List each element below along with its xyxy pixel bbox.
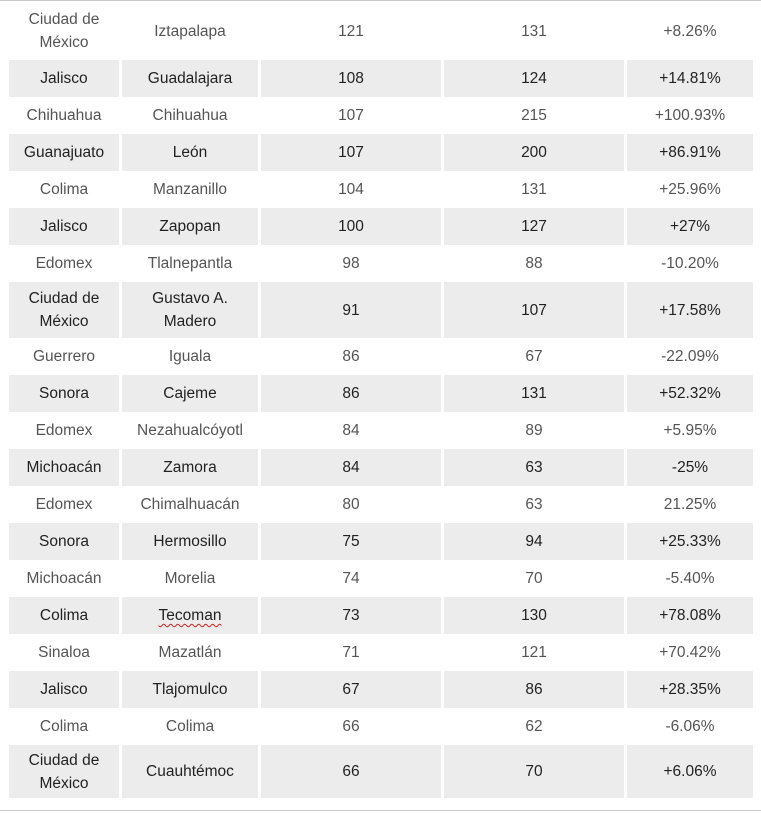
change-cell-text: -6.06% bbox=[665, 718, 715, 735]
value-2019-cell bbox=[261, 171, 441, 208]
city-cell bbox=[122, 245, 258, 282]
city-cell-text: Mazatlán bbox=[158, 644, 222, 661]
change-cell bbox=[627, 412, 753, 449]
value-2019-cell bbox=[261, 60, 441, 97]
change-cell-text: +17.58% bbox=[659, 301, 721, 319]
value-2019-cell bbox=[261, 375, 441, 412]
city-cell-text: Chihuahua bbox=[152, 107, 228, 124]
city-cell-text: Tlajomulco bbox=[152, 681, 228, 698]
state-cell bbox=[9, 60, 119, 97]
value-2020-cell bbox=[444, 634, 624, 671]
table-row bbox=[9, 634, 753, 671]
city-cell bbox=[122, 338, 258, 375]
change-cell bbox=[627, 60, 753, 97]
table-row bbox=[9, 60, 753, 97]
city-cell-text: Iztapalapa bbox=[154, 22, 226, 40]
value-2019-cell-text: 91 bbox=[342, 301, 360, 319]
table-row bbox=[9, 523, 753, 560]
change-cell-text: +70.42% bbox=[659, 644, 721, 661]
state-cell-text: Jalisco bbox=[40, 681, 88, 698]
change-cell bbox=[627, 449, 753, 486]
table-row bbox=[9, 282, 753, 338]
state-cell bbox=[9, 338, 119, 375]
state-cell-text: Sonora bbox=[39, 533, 89, 550]
state-cell-text: Edomex bbox=[35, 496, 93, 513]
value-2020-cell bbox=[444, 134, 624, 171]
change-cell-text: +28.35% bbox=[659, 681, 721, 698]
state-cell bbox=[9, 523, 119, 560]
value-2019-cell bbox=[261, 523, 441, 560]
value-2019-cell bbox=[261, 708, 441, 745]
value-2020-cell bbox=[444, 97, 624, 134]
change-cell bbox=[627, 338, 753, 375]
change-cell-text: +8.26% bbox=[663, 22, 717, 40]
change-cell bbox=[627, 245, 753, 282]
table-row bbox=[9, 245, 753, 282]
state-cell bbox=[9, 671, 119, 708]
value-2019-cell-text: 107 bbox=[338, 107, 364, 124]
state-cell-text: Sinaloa bbox=[38, 644, 90, 661]
value-2019-cell-text: 86 bbox=[342, 348, 360, 365]
change-cell bbox=[627, 634, 753, 671]
value-2019-cell-text: 74 bbox=[342, 570, 360, 587]
city-cell bbox=[122, 708, 258, 745]
value-2019-cell-text: 84 bbox=[342, 459, 360, 476]
change-cell-text: +5.95% bbox=[663, 422, 717, 439]
change-cell-text: +25.96% bbox=[659, 181, 721, 198]
change-cell-text: -25% bbox=[671, 459, 709, 476]
city-cell bbox=[122, 671, 258, 708]
state-cell-text: Michoacán bbox=[26, 570, 102, 587]
value-2020-cell bbox=[444, 597, 624, 634]
state-cell-text: Edomex bbox=[35, 422, 93, 439]
state-cell-text: Colima bbox=[39, 607, 89, 624]
value-2019-cell-text: 84 bbox=[342, 422, 360, 439]
state-cell bbox=[9, 449, 119, 486]
state-cell-text: Colima bbox=[39, 181, 89, 198]
value-2019-cell-text: 86 bbox=[342, 385, 360, 402]
city-cell bbox=[122, 597, 258, 634]
value-2020-cell-text: 131 bbox=[521, 385, 547, 402]
value-2019-cell bbox=[261, 634, 441, 671]
state-cell bbox=[9, 412, 119, 449]
state-cell bbox=[9, 97, 119, 134]
value-2019-cell-text: 73 bbox=[342, 607, 360, 624]
change-cell-text: -5.40% bbox=[665, 570, 715, 587]
table-row bbox=[9, 412, 753, 449]
state-cell-text: Sonora bbox=[39, 385, 89, 402]
city-cell bbox=[122, 282, 258, 338]
state-cell-text: Jalisco bbox=[40, 218, 88, 235]
city-cell bbox=[122, 449, 258, 486]
city-cell-text: Zamora bbox=[163, 459, 217, 476]
change-cell-text: +78.08% bbox=[659, 607, 721, 624]
data-table bbox=[6, 2, 756, 798]
value-2020-cell bbox=[444, 245, 624, 282]
city-cell bbox=[122, 745, 258, 798]
value-2019-cell bbox=[261, 412, 441, 449]
value-2020-cell bbox=[444, 708, 624, 745]
value-2019-cell bbox=[261, 134, 441, 171]
value-2019-cell-text: 107 bbox=[338, 144, 364, 161]
city-cell-text: Cajeme bbox=[163, 385, 217, 402]
state-cell bbox=[9, 597, 119, 634]
city-cell-text: Gustavo A. Madero bbox=[152, 290, 228, 330]
change-cell bbox=[627, 671, 753, 708]
city-cell bbox=[122, 560, 258, 597]
value-2020-cell-text: 127 bbox=[521, 218, 547, 235]
value-2019-cell-text: 104 bbox=[338, 181, 364, 198]
value-2019-cell bbox=[261, 449, 441, 486]
city-cell-text: Zapopan bbox=[159, 218, 221, 235]
value-2019-cell-text: 66 bbox=[342, 763, 360, 780]
value-2020-cell bbox=[444, 208, 624, 245]
state-cell bbox=[9, 634, 119, 671]
value-2019-cell-text: 66 bbox=[342, 718, 360, 735]
city-cell bbox=[122, 523, 258, 560]
value-2020-cell-text: 124 bbox=[521, 70, 547, 87]
change-cell bbox=[627, 560, 753, 597]
change-cell-text: +25.33% bbox=[659, 533, 721, 550]
value-2020-cell bbox=[444, 523, 624, 560]
change-cell bbox=[627, 208, 753, 245]
value-2020-cell-text: 70 bbox=[525, 763, 543, 780]
value-2019-cell bbox=[261, 560, 441, 597]
value-2019-cell bbox=[261, 97, 441, 134]
value-2020-cell bbox=[444, 449, 624, 486]
value-2020-cell-text: 107 bbox=[521, 301, 547, 319]
change-cell-text: -10.20% bbox=[661, 255, 719, 272]
city-cell bbox=[122, 60, 258, 97]
state-cell bbox=[9, 245, 119, 282]
change-cell bbox=[627, 745, 753, 798]
city-cell bbox=[122, 634, 258, 671]
value-2020-cell bbox=[444, 60, 624, 97]
value-2019-cell bbox=[261, 338, 441, 375]
value-2019-cell-text: 80 bbox=[342, 496, 360, 513]
table-row bbox=[9, 671, 753, 708]
state-cell bbox=[9, 171, 119, 208]
state-cell-text: Michoacán bbox=[26, 459, 102, 476]
state-cell bbox=[9, 208, 119, 245]
table-row bbox=[9, 338, 753, 375]
value-2019-cell-text: 75 bbox=[342, 533, 360, 550]
change-cell bbox=[627, 597, 753, 634]
value-2019-cell bbox=[261, 486, 441, 523]
change-cell bbox=[627, 282, 753, 338]
city-cell-text: Cuauhtémoc bbox=[146, 763, 234, 780]
state-cell-text: Guanajuato bbox=[23, 144, 105, 161]
value-2019-cell bbox=[261, 2, 441, 60]
change-cell-text: +27% bbox=[669, 218, 711, 235]
city-cell-text: Hermosillo bbox=[153, 533, 227, 550]
value-2020-cell-text: 121 bbox=[521, 644, 547, 661]
change-cell-text: +100.93% bbox=[654, 107, 726, 124]
bottom-border bbox=[0, 810, 761, 811]
state-cell bbox=[9, 486, 119, 523]
value-2019-cell-text: 100 bbox=[338, 218, 364, 235]
city-cell-text: Iguala bbox=[168, 348, 212, 365]
table-row bbox=[9, 2, 753, 60]
state-cell-text: Colima bbox=[39, 718, 89, 735]
value-2020-cell-text: 67 bbox=[525, 348, 543, 365]
change-cell bbox=[627, 2, 753, 60]
change-cell bbox=[627, 708, 753, 745]
city-cell bbox=[122, 134, 258, 171]
value-2020-cell-text: 200 bbox=[521, 144, 547, 161]
change-cell bbox=[627, 134, 753, 171]
value-2019-cell bbox=[261, 245, 441, 282]
value-2020-cell-text: 215 bbox=[521, 107, 547, 124]
change-cell-text: -22.09% bbox=[661, 348, 719, 365]
value-2020-cell-text: 131 bbox=[521, 22, 547, 40]
city-cell bbox=[122, 97, 258, 134]
change-cell-text: +14.81% bbox=[659, 70, 721, 87]
table-row bbox=[9, 708, 753, 745]
value-2020-cell-text: 130 bbox=[521, 607, 547, 624]
value-2020-cell bbox=[444, 745, 624, 798]
state-cell-text: Jalisco bbox=[40, 70, 88, 87]
value-2020-cell-text: 63 bbox=[525, 496, 543, 513]
value-2019-cell-text: 71 bbox=[342, 644, 360, 661]
state-cell-text: Ciudad de México bbox=[28, 290, 100, 330]
state-cell-text: Chihuahua bbox=[26, 107, 102, 124]
top-border bbox=[0, 0, 761, 1]
table-row bbox=[9, 560, 753, 597]
value-2020-cell-text: 86 bbox=[525, 681, 543, 698]
state-cell bbox=[9, 708, 119, 745]
value-2020-cell bbox=[444, 2, 624, 60]
change-cell bbox=[627, 523, 753, 560]
city-cell-text: León bbox=[172, 144, 208, 161]
value-2019-cell bbox=[261, 745, 441, 798]
city-cell bbox=[122, 412, 258, 449]
city-cell bbox=[122, 171, 258, 208]
state-cell-text: Ciudad de México bbox=[28, 11, 100, 51]
city-cell-text: Guadalajara bbox=[147, 70, 233, 87]
value-2020-cell bbox=[444, 338, 624, 375]
city-cell-text: Manzanillo bbox=[152, 181, 228, 198]
table-row bbox=[9, 449, 753, 486]
change-cell bbox=[627, 97, 753, 134]
city-cell-text: Tlalnepantla bbox=[147, 255, 233, 272]
change-cell-text: +52.32% bbox=[659, 385, 721, 402]
value-2020-cell bbox=[444, 671, 624, 708]
value-2020-cell-text: 94 bbox=[525, 533, 543, 550]
change-cell-text: +86.91% bbox=[659, 144, 721, 161]
state-cell bbox=[9, 745, 119, 798]
value-2020-cell bbox=[444, 486, 624, 523]
value-2019-cell-text: 121 bbox=[338, 22, 364, 40]
change-cell-text: 21.25% bbox=[663, 496, 717, 513]
value-2020-cell bbox=[444, 560, 624, 597]
change-cell bbox=[627, 486, 753, 523]
value-2019-cell-text: 98 bbox=[342, 255, 360, 272]
state-cell-text: Guerrero bbox=[32, 348, 96, 365]
state-cell bbox=[9, 2, 119, 60]
table-row bbox=[9, 597, 753, 634]
table-row bbox=[9, 134, 753, 171]
table-row bbox=[9, 171, 753, 208]
value-2019-cell-text: 108 bbox=[338, 70, 364, 87]
value-2019-cell bbox=[261, 282, 441, 338]
city-cell-text: Morelia bbox=[164, 570, 216, 587]
city-cell bbox=[122, 2, 258, 60]
state-cell-text: Edomex bbox=[35, 255, 93, 272]
state-cell bbox=[9, 134, 119, 171]
value-2019-cell bbox=[261, 208, 441, 245]
value-2020-cell-text: 63 bbox=[525, 459, 543, 476]
city-cell-text: Nezahualcóyotl bbox=[137, 422, 243, 439]
city-cell bbox=[122, 375, 258, 412]
value-2020-cell bbox=[444, 375, 624, 412]
value-2020-cell-text: 131 bbox=[521, 181, 547, 198]
table-row bbox=[9, 745, 753, 798]
value-2020-cell bbox=[444, 412, 624, 449]
change-cell-text: +6.06% bbox=[663, 763, 717, 780]
change-cell bbox=[627, 375, 753, 412]
table-row bbox=[9, 208, 753, 245]
value-2020-cell bbox=[444, 171, 624, 208]
city-cell bbox=[122, 208, 258, 245]
value-2019-cell-text: 67 bbox=[342, 681, 360, 698]
state-cell bbox=[9, 560, 119, 597]
city-cell bbox=[122, 486, 258, 523]
value-2020-cell bbox=[444, 282, 624, 338]
value-2019-cell bbox=[261, 671, 441, 708]
table-row bbox=[9, 375, 753, 412]
value-2020-cell-text: 88 bbox=[525, 255, 543, 272]
change-cell bbox=[627, 171, 753, 208]
table-row bbox=[9, 97, 753, 134]
value-2019-cell bbox=[261, 597, 441, 634]
value-2020-cell-text: 70 bbox=[525, 570, 543, 587]
city-cell-text: Tecoman bbox=[158, 607, 222, 624]
state-cell bbox=[9, 282, 119, 338]
state-cell-text: Ciudad de México bbox=[28, 751, 100, 792]
table-row bbox=[9, 486, 753, 523]
value-2020-cell-text: 89 bbox=[525, 422, 543, 439]
value-2020-cell-text: 62 bbox=[525, 718, 543, 735]
state-cell bbox=[9, 375, 119, 412]
city-cell-text: Colima bbox=[165, 718, 215, 735]
city-cell-text: Chimalhuacán bbox=[140, 496, 240, 513]
